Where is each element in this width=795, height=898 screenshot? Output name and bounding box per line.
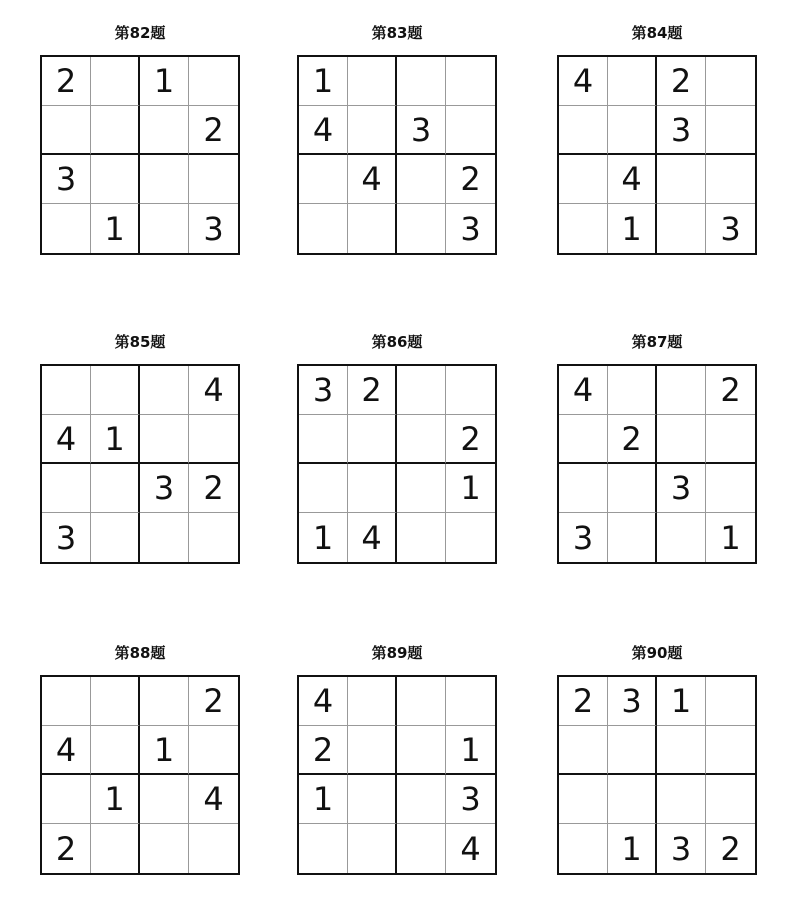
grid-cell: 4 <box>299 677 348 726</box>
grid-cell <box>397 204 446 253</box>
grid-cell: 1 <box>91 775 140 824</box>
grid-cell <box>608 775 657 824</box>
grid-cell: 2 <box>189 677 238 726</box>
grid-cell <box>608 726 657 775</box>
grid-cell <box>42 204 91 253</box>
grid-cell <box>189 57 238 106</box>
grid-cell <box>348 677 397 726</box>
grid-cell <box>140 366 189 415</box>
grid-cell: 1 <box>608 824 657 873</box>
grid-cell: 1 <box>91 415 140 464</box>
grid-cell <box>559 464 608 513</box>
grid-cell <box>91 513 140 562</box>
grid-cell <box>140 106 189 155</box>
puzzle-title: 第86题 <box>371 333 423 351</box>
grid-cell: 1 <box>299 57 348 106</box>
grid-cell <box>140 513 189 562</box>
grid-cell: 1 <box>140 726 189 775</box>
grid-cell: 1 <box>299 775 348 824</box>
grid-cell <box>91 824 140 873</box>
grid-cell <box>657 204 706 253</box>
grid-cell: 2 <box>446 155 495 204</box>
grid-cell <box>189 513 238 562</box>
grid-cell: 3 <box>720 209 741 248</box>
grid-cell <box>657 366 706 415</box>
grid-cell <box>348 775 397 824</box>
grid-cell: 2 <box>189 106 238 155</box>
puzzle-title: 第82题 <box>114 24 166 42</box>
grid-cell <box>140 824 189 873</box>
grid-cell <box>706 677 755 726</box>
grid-cell: 3 <box>42 513 91 562</box>
grid-cell <box>559 155 608 204</box>
grid-cell <box>397 155 446 204</box>
grid-cell <box>397 775 446 824</box>
grid-cell <box>559 726 608 775</box>
grid-cell: 3 <box>140 464 189 513</box>
grid-cell <box>657 415 706 464</box>
grid-cell <box>42 106 91 155</box>
grid-cell: 2 <box>720 829 741 868</box>
grid-cell <box>299 204 348 253</box>
grid-cell <box>657 155 706 204</box>
sudoku-grid <box>297 364 497 564</box>
grid-cell <box>706 415 755 464</box>
grid-cell: 1 <box>299 513 348 562</box>
grid-cell: 1 <box>608 204 657 253</box>
grid-cell <box>91 155 140 204</box>
grid-cell <box>608 106 657 155</box>
grid-cell <box>559 775 608 824</box>
grid-cell: 4 <box>42 415 91 464</box>
grid-cell <box>559 204 608 253</box>
grid-cell <box>140 204 189 253</box>
grid-cell <box>397 824 446 873</box>
puzzle-title: 第84题 <box>631 24 683 42</box>
grid-cell <box>397 464 446 513</box>
grid-cell: 3 <box>397 106 446 155</box>
grid-cell: 1 <box>657 677 706 726</box>
grid-cell <box>299 464 348 513</box>
puzzle-title: 第88题 <box>114 644 166 662</box>
grid-cell <box>140 775 189 824</box>
grid-cell <box>91 726 140 775</box>
grid-cell <box>299 415 348 464</box>
grid-cell: 1 <box>720 518 741 557</box>
grid-cell: 3 <box>657 106 706 155</box>
grid-cell: 4 <box>559 366 608 415</box>
grid-cell <box>706 57 755 106</box>
puzzle-title: 第90题 <box>631 644 683 662</box>
grid-cell <box>657 775 706 824</box>
grid-cell <box>42 464 91 513</box>
sudoku-grid <box>297 675 497 875</box>
grid-cell <box>657 513 706 562</box>
grid-cell <box>397 366 446 415</box>
grid-cell: 4 <box>189 366 238 415</box>
grid-cell <box>348 106 397 155</box>
sudoku-grid <box>557 55 757 255</box>
grid-cell <box>140 155 189 204</box>
grid-cell: 2 <box>559 677 608 726</box>
grid-cell: 3 <box>299 366 348 415</box>
grid-cell <box>446 106 495 155</box>
puzzle-title: 第87题 <box>631 333 683 351</box>
grid-cell: 2 <box>348 366 397 415</box>
grid-cell: 4 <box>299 106 348 155</box>
grid-cell: 3 <box>657 824 706 873</box>
grid-cell: 2 <box>299 726 348 775</box>
grid-cell: 1 <box>446 726 495 775</box>
grid-cell: 4 <box>608 155 657 204</box>
grid-cell <box>397 513 446 562</box>
grid-cell <box>189 726 238 775</box>
grid-cell: 2 <box>706 366 755 415</box>
grid-cell <box>91 57 140 106</box>
grid-cell <box>608 57 657 106</box>
grid-cell <box>706 155 755 204</box>
grid-cell: 3 <box>559 513 608 562</box>
grid-cell <box>189 415 238 464</box>
grid-cell: 3 <box>446 775 495 824</box>
grid-cell <box>706 106 755 155</box>
grid-cell <box>140 677 189 726</box>
grid-cell <box>446 677 495 726</box>
grid-cell <box>608 513 657 562</box>
grid-cell: 2 <box>657 57 706 106</box>
grid-cell: 2 <box>42 824 91 873</box>
grid-cell <box>189 155 238 204</box>
grid-cell <box>91 677 140 726</box>
grid-cell <box>42 677 91 726</box>
puzzle-title: 第83题 <box>371 24 423 42</box>
grid-cell: 2 <box>608 415 657 464</box>
grid-cell: 1 <box>446 464 495 513</box>
grid-cell: 3 <box>460 209 481 248</box>
grid-cell <box>348 204 397 253</box>
grid-cell: 4 <box>42 726 91 775</box>
grid-cell <box>348 57 397 106</box>
grid-cell <box>397 415 446 464</box>
grid-cell <box>42 775 91 824</box>
grid-cell <box>348 824 397 873</box>
grid-cell: 4 <box>460 829 481 868</box>
grid-cell <box>608 366 657 415</box>
puzzle-title: 第89题 <box>371 644 423 662</box>
sudoku-grid <box>297 55 497 255</box>
grid-cell: 3 <box>608 677 657 726</box>
grid-cell <box>559 415 608 464</box>
grid-cell <box>140 415 189 464</box>
grid-cell <box>42 366 91 415</box>
grid-cell <box>189 824 238 873</box>
grid-cell <box>299 824 348 873</box>
grid-cell: 1 <box>91 204 140 253</box>
grid-cell <box>397 677 446 726</box>
grid-cell <box>706 726 755 775</box>
sudoku-grid <box>557 675 757 875</box>
grid-cell <box>91 464 140 513</box>
grid-cell: 3 <box>42 155 91 204</box>
grid-cell: 3 <box>203 209 224 248</box>
sudoku-grid <box>40 55 240 255</box>
grid-cell <box>559 106 608 155</box>
sudoku-grid <box>40 675 240 875</box>
grid-cell <box>559 824 608 873</box>
grid-cell: 4 <box>559 57 608 106</box>
grid-cell: 4 <box>189 775 238 824</box>
grid-cell <box>348 415 397 464</box>
grid-cell <box>657 726 706 775</box>
grid-cell: 2 <box>446 415 495 464</box>
grid-cell <box>397 726 446 775</box>
grid-cell <box>446 366 495 415</box>
sudoku-grid <box>557 364 757 564</box>
grid-cell: 3 <box>657 464 706 513</box>
grid-cell <box>706 464 755 513</box>
grid-cell: 2 <box>189 464 238 513</box>
grid-cell: 1 <box>140 57 189 106</box>
grid-cell <box>91 106 140 155</box>
grid-cell <box>706 775 755 824</box>
grid-cell <box>608 464 657 513</box>
grid-cell <box>446 57 495 106</box>
grid-cell <box>397 57 446 106</box>
grid-cell <box>446 513 495 562</box>
sudoku-grid <box>40 364 240 564</box>
grid-cell: 4 <box>348 155 397 204</box>
grid-cell: 4 <box>348 513 397 562</box>
grid-cell: 2 <box>42 57 91 106</box>
puzzle-title: 第85题 <box>114 333 166 351</box>
grid-cell <box>348 464 397 513</box>
grid-cell <box>299 155 348 204</box>
grid-cell <box>348 726 397 775</box>
grid-cell <box>91 366 140 415</box>
